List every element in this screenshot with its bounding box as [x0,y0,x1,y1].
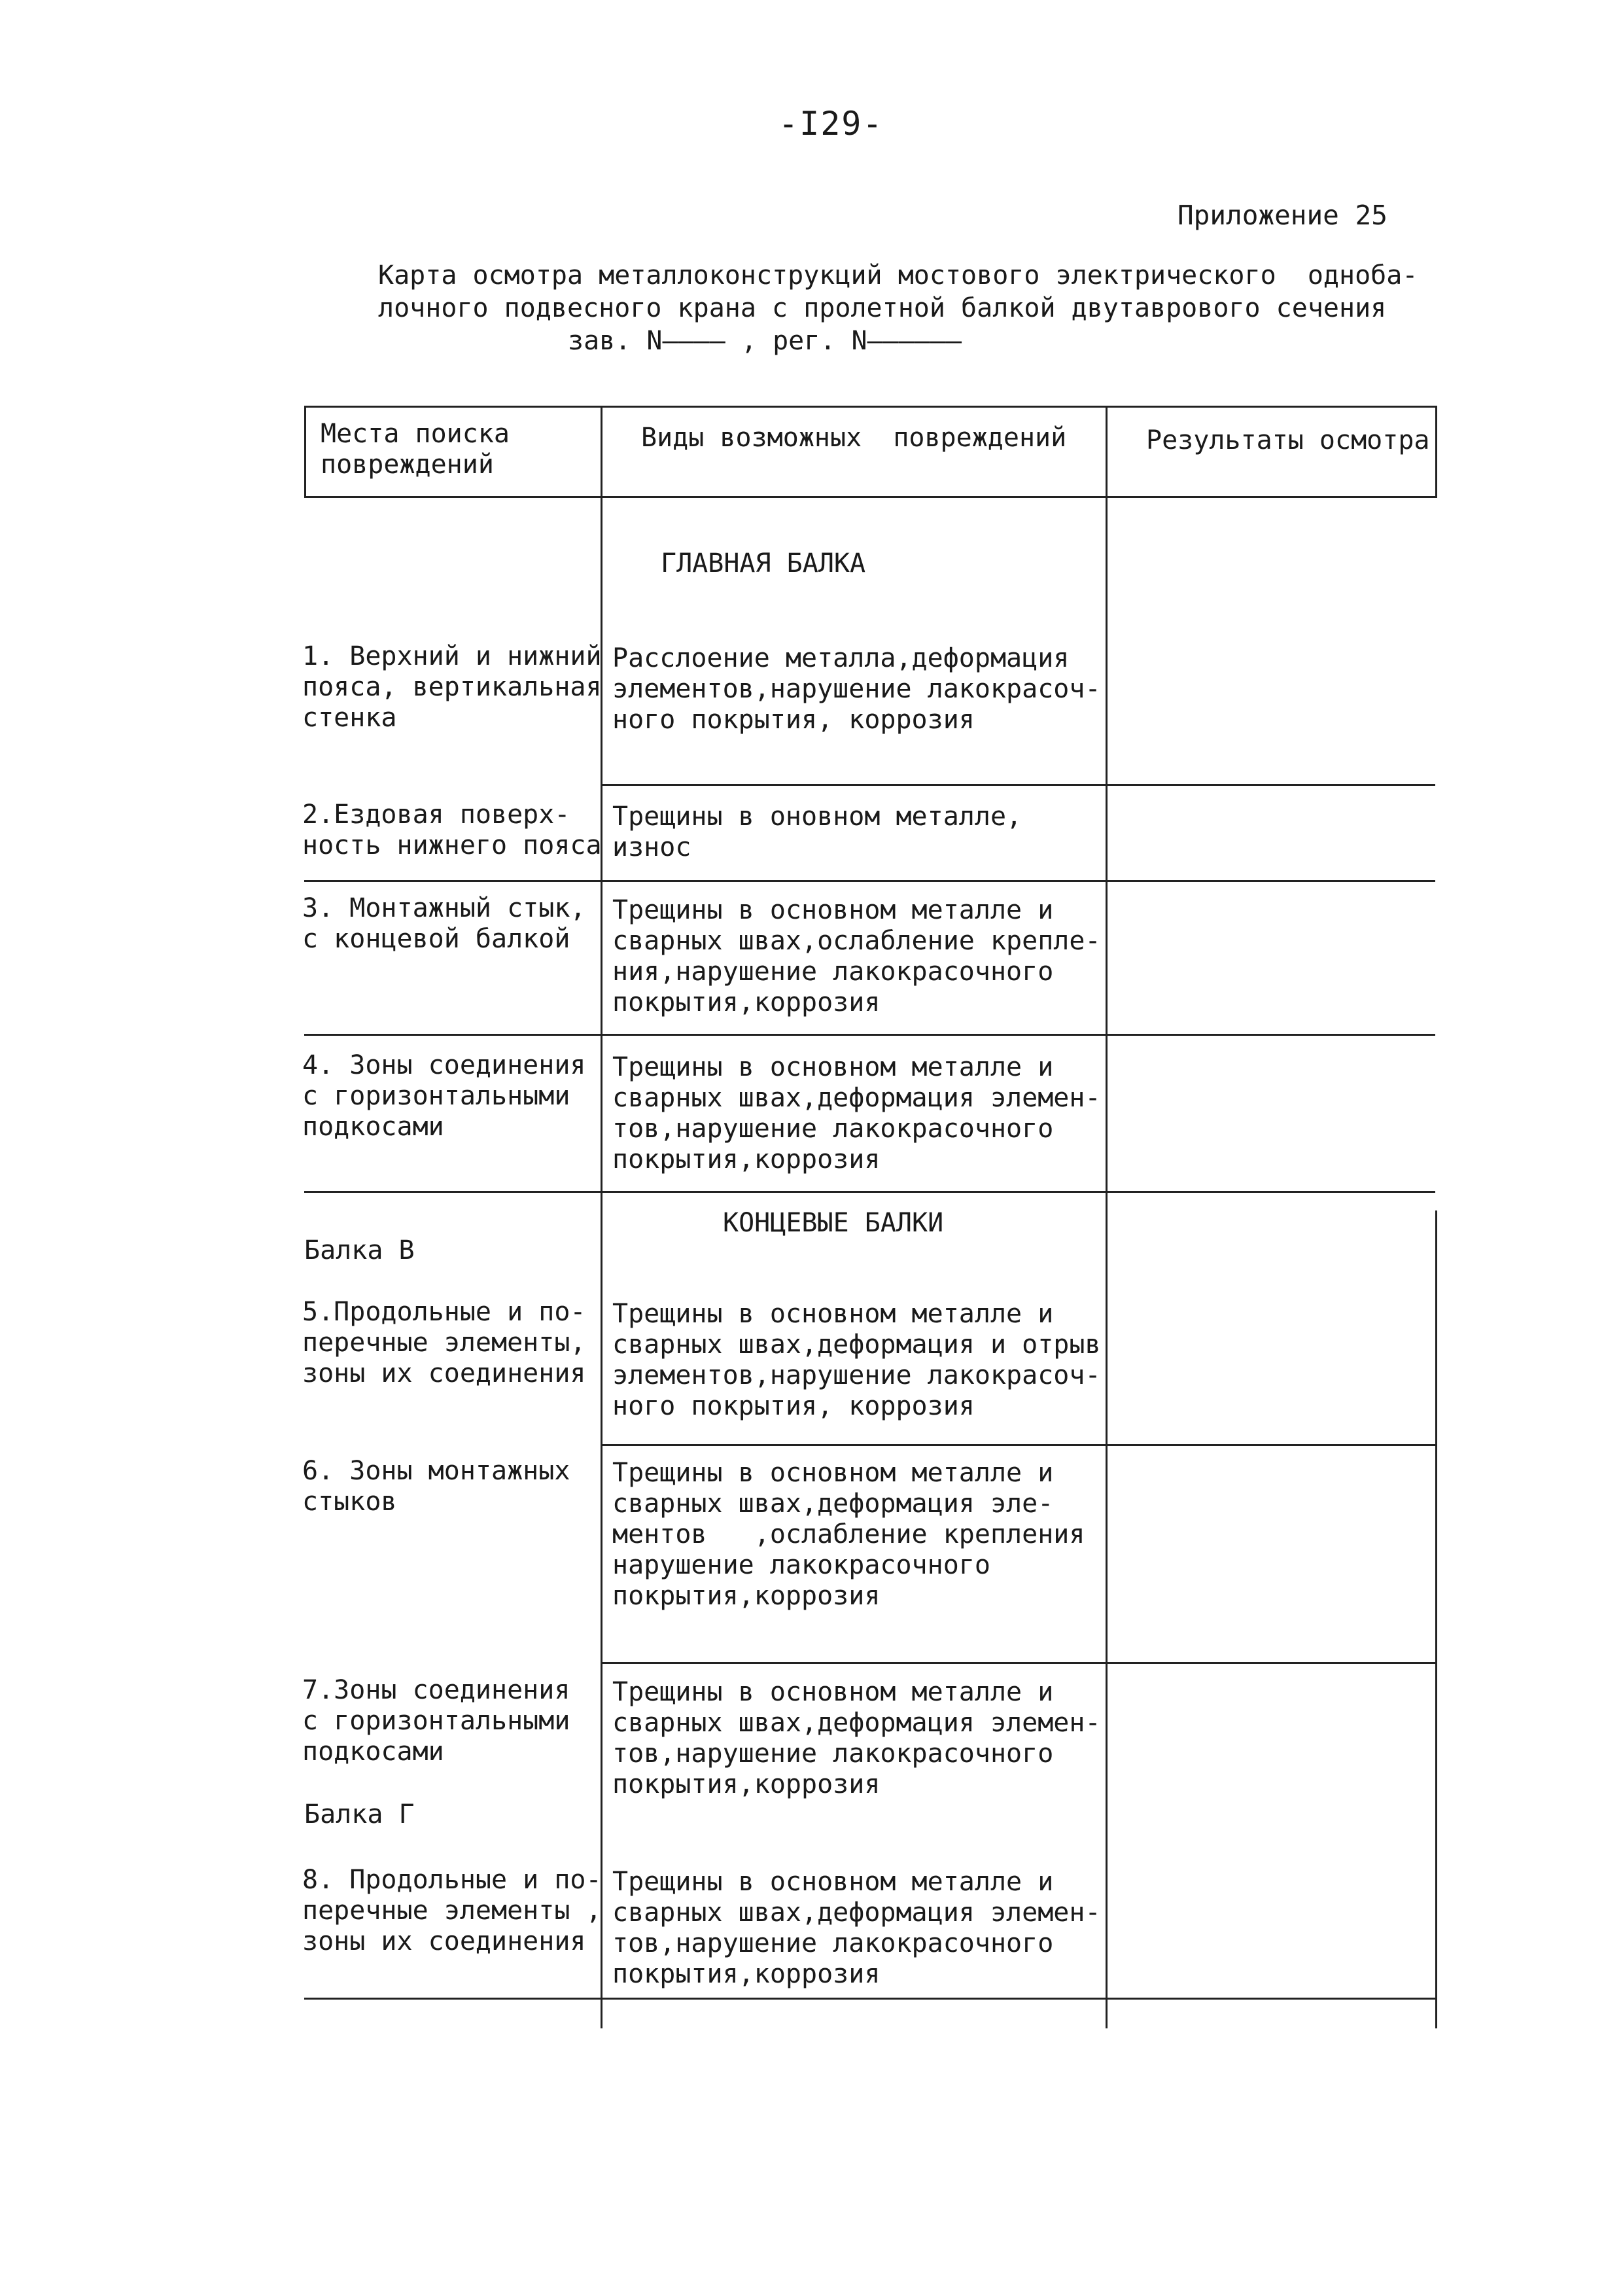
page-number: -I29- [778,105,884,143]
table-row-2-damage: Трещины в оновном металле, износ [612,802,1022,862]
row-separator [304,1998,1437,2000]
table-row-7-place: 7.Зоны соединения с горизонтальными подкосами [302,1675,570,1767]
row-separator [304,880,1435,882]
section-title-end-beams: КОНЦЕВЫЕ БАЛКИ [723,1208,944,1238]
document-title-line-1: Карта осмотра металлоконструкций мостового электрического одноба- [378,260,1418,291]
table-row-2-place: 2.Ездовая поверх- ность нижнего пояса [302,800,602,860]
row-separator [304,1191,1435,1193]
table-row-6-place: 6. Зоны монтажных стыков [302,1456,570,1517]
table-row-7-damage: Трещины в основном металле и сварных швах,деформация элемен- тов,нарушение лакокрасочного покрытия,коррозия [612,1677,1101,1799]
subgroup-label-beam-g: Балка Г [304,1799,415,1829]
row-separator [304,1034,1435,1036]
table-border [304,406,1437,408]
table-row-8-place: 8. Продольные и по- перечные элементы , зоны их соединения [302,1865,602,1956]
table-border [1435,406,1437,497]
table-border [304,496,1437,498]
table-border [1435,1210,1437,2028]
column-header-damage-types: Виды возможных повреждений [641,423,1067,453]
table-row-3-damage: Трещины в основном металле и сварных швах,ослабление крепле- ния,нарушение лакокрасочного покрытия,коррозия [612,895,1101,1017]
table-row-1-place: 1. Верхний и нижний пояса, вертикальная стенка [302,641,602,733]
table-row-5-place: 5.Продольные и по- перечные элементы, зоны их соединения [302,1297,586,1388]
row-separator [601,784,1435,786]
row-separator [601,1444,1435,1446]
section-title-main-beam: ГЛАВНАЯ БАЛКА [661,548,866,578]
document-title-line-3: зав. N―――― , рег. N―――――― [568,326,962,356]
table-row-3-place: 3. Монтажный стык, с концевой балкой [302,893,586,954]
table-row-6-damage: Трещины в основном металле и сварных швах,деформация эле- ментов ,ослабление крепления нарушение лакокрасочного покрытия,коррозия [612,1458,1085,1611]
subgroup-label-beam-v: Балка В [304,1235,415,1265]
table-row-1-damage: Расслоение металла,деформация элементов,нарушение лакокрасоч- ного покрытия, коррозия [612,643,1101,735]
table-row-4-place: 4. Зоны соединения с горизонтальными подкосами [302,1050,586,1142]
row-separator [601,1662,1435,1664]
column-divider [1106,406,1108,2028]
table-row-8-damage: Трещины в основном металле и сварных швах,деформация элемен- тов,нарушение лакокрасочного покрытия,коррозия [612,1867,1101,1989]
table-border [304,406,306,497]
document-title-line-2: лочного подвесного крана с пролетной балкой двутаврового сечения [378,293,1387,323]
appendix-label: Приложение 25 [1178,200,1387,231]
column-header-inspection-results: Результаты осмотра [1146,425,1430,455]
table-row-5-damage: Трещины в основном металле и сварных швах,деформация и отрыв элементов,нарушение лакокрасоч- ного покрытия, коррозия [612,1299,1101,1421]
table-row-4-damage: Трещины в основном металле и сварных швах,деформация элемен- тов,нарушение лакокрасочного покрытия,коррозия [612,1052,1101,1174]
column-header-places: Места поиска повреждений [321,419,510,480]
